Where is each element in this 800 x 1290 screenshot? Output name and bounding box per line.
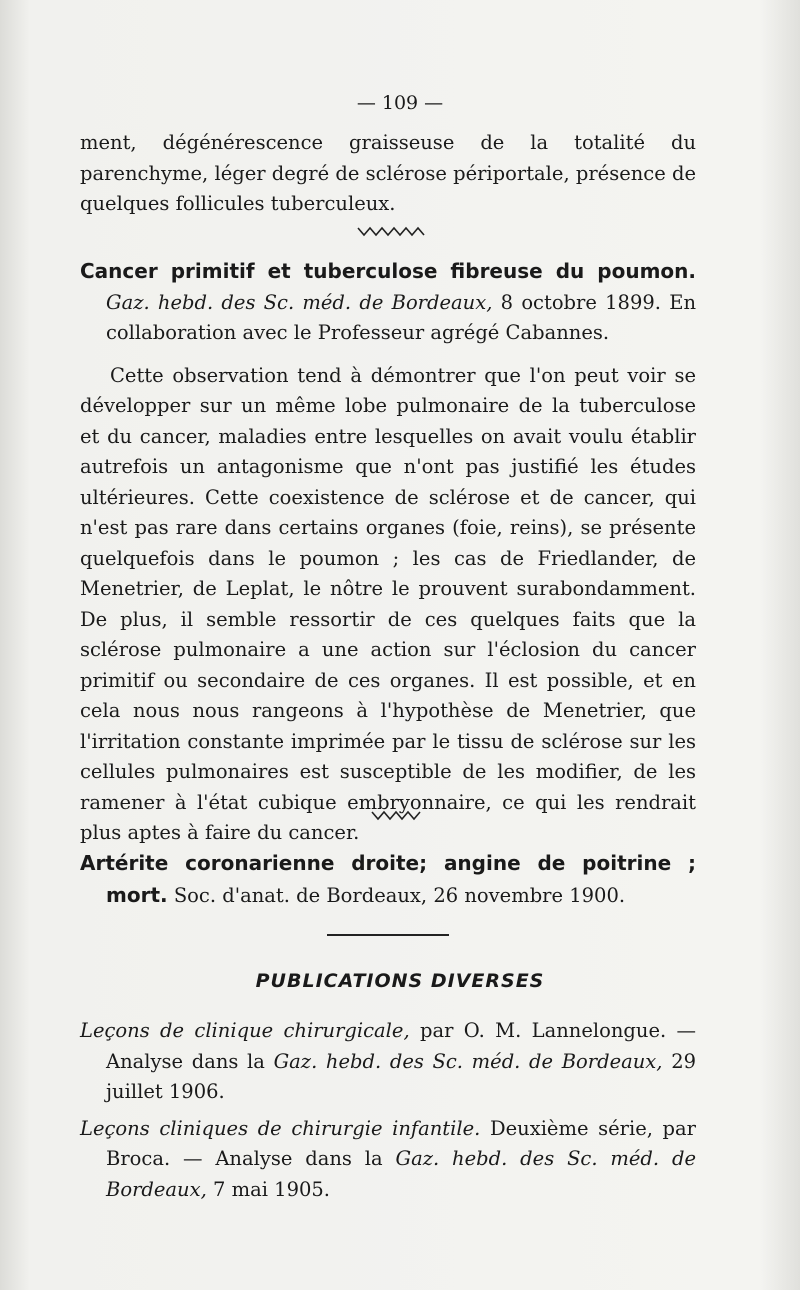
publication-author: par O. M. Lannelongue. — Analyse dans la bbox=[106, 1019, 697, 1073]
publication-date: 7 mai 1905. bbox=[213, 1177, 330, 1201]
publication-item bbox=[80, 1114, 696, 1206]
intro-paragraph: ment, dégénérescence graisseuse de la totalité du parenchyme, léger degré de sclérose périportale, présence de quelques follicules tuberculeux. bbox=[80, 131, 696, 215]
section1-source-journal: Gaz. hebd. des Sc. méd. de Bordeaux, bbox=[106, 290, 493, 314]
section1-title: Cancer primitif et tuberculose fibreuse du poumon. bbox=[80, 259, 696, 283]
section2-title: Artérite coronarienne droite; angine de poitrine ; mort. bbox=[80, 851, 696, 907]
section-cancer-primitif bbox=[80, 256, 696, 849]
section1-source-date: 8 octobre 1899. bbox=[500, 290, 661, 314]
section2-source: Soc. d'anat. de Bordeaux, 26 novembre 1900. bbox=[173, 883, 626, 907]
section1-header bbox=[80, 256, 696, 349]
section1-collaboration: En collaboration avec le Professeur agrégé Cabannes. bbox=[106, 290, 697, 344]
publications-list bbox=[80, 1016, 696, 1205]
publication-title: Leçons de clinique chirurgicale, bbox=[80, 1019, 410, 1042]
publication-author: Deuxième série, par Broca. — Analyse dans la bbox=[106, 1116, 696, 1170]
publication-title: Leçons cliniques de chirurgie infantile. bbox=[80, 1116, 481, 1140]
horizontal-rule bbox=[327, 934, 449, 936]
squiggle-separator-2 bbox=[0, 808, 800, 822]
section-arterite bbox=[80, 848, 696, 911]
squiggle-separator-1 bbox=[0, 224, 800, 238]
publication-journal: Gaz. hebd. des Sc. méd. de Bordeaux, bbox=[273, 1049, 663, 1073]
page-number: — 109 — bbox=[356, 92, 444, 114]
section1-body: Cette observation tend à démontrer que l'on peut voir se développer sur un même lobe pulmonaire de la tuberculose et du cancer, maladies entre lesquelles on avait voulu établir autrefois un antagonisme que n'ont pas justifié les études ultérieures. Cette coexistence de sclérose et de cancer, qui n'est pas rare dans certains organes (foie, reins), se présente quelquefois dans le poumon ; les cas de Friedlander, de Menetrier, de Leplat, le nôtre le prouvent surabondamment. De plus, il semble ressortir de ces quelques faits que la sclérose pulmonaire a une action sur l'éclosion du cancer primitif ou secondaire de ces organes. Il est possible, et en cela nous nous rangeons à l'hypothèse de Menetrier, que l'irritation constante imprimée par le tissu de sclérose sur les cellules pulmonaires est susceptible de les modifier, de les ramener à l'état cubique embryonnaire, ce qui les rendrait plus aptes à faire du cancer. bbox=[80, 363, 696, 844]
section2-header bbox=[80, 848, 696, 911]
publication-date: 29 juillet 1906. bbox=[106, 1049, 697, 1103]
publication-journal: Gaz. hebd. des Sc. méd. de Bordeaux, bbox=[106, 1147, 696, 1201]
intro-paragraph-block bbox=[80, 128, 696, 220]
publications-heading: PUBLICATIONS DIVERSES bbox=[255, 970, 545, 992]
publication-item bbox=[80, 1016, 696, 1108]
